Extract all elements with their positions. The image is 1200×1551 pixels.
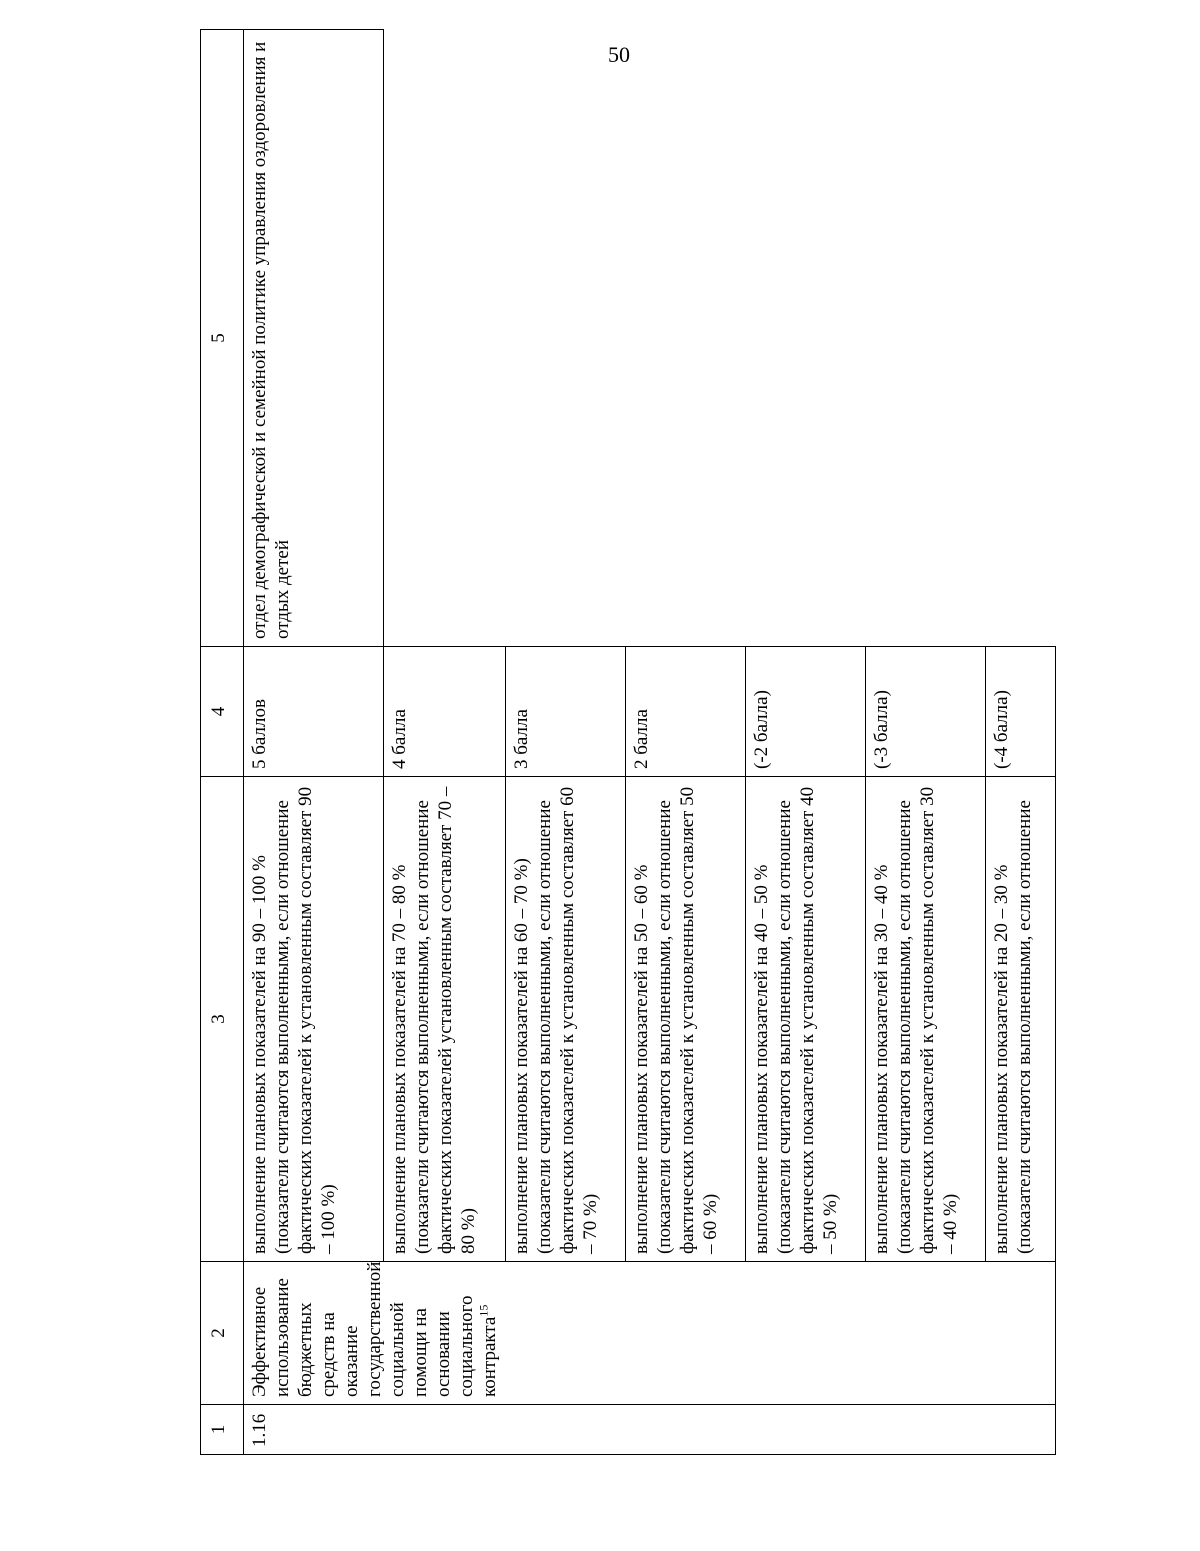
- score-cell: 5 баллов: [244, 647, 384, 777]
- col-header-2: 2: [201, 1262, 244, 1405]
- col-header-5: 5: [201, 30, 244, 647]
- criterion-cell: выполнение плановых показателей на 50 – 60 % (показатели считаются выполненными, если отношение фактических показателей к установленным составляет 50 – 60 %): [626, 777, 746, 1262]
- criterion-cell: выполнение плановых показателей на 30 – 40 % (показатели считаются выполненными, если отношение фактических показателей к установленным составляет 30 – 40 %): [866, 777, 986, 1262]
- department-cell: отдел демографической и семейной политике управления оздоровления и отдых детей: [244, 30, 384, 647]
- score-cell: 3 балла: [506, 647, 626, 777]
- criteria-table: [200, 29, 1056, 1455]
- table-row: [384, 30, 506, 1455]
- criterion-cell: выполнение плановых показателей на 70 – 80 % (показатели считаются выполненными, если отношение фактических показателей установленным составляет 70 – 80 %): [384, 777, 506, 1262]
- header-row: [201, 30, 244, 1455]
- col-header-3: 3: [201, 777, 244, 1262]
- page-number: 50: [608, 42, 630, 67]
- indicator-text: Эффективное использование бюджетных средств на оказание государственной социальной помощи на основании социального контракта: [249, 1261, 500, 1397]
- criterion-cell: выполнение плановых показателей на 60 – 70 %) (показатели считаются выполненными, если отношение фактических показателей к установленным составляет 60 – 70 %): [506, 777, 626, 1262]
- col-header-1: 1: [201, 1405, 244, 1455]
- indicator-footnote: 15: [476, 1304, 491, 1317]
- col-header-4: 4: [201, 647, 244, 777]
- score-cell: 4 балла: [384, 647, 506, 777]
- row-number: 1.16: [244, 1405, 1056, 1455]
- score-cell: (-2 балла): [746, 647, 866, 777]
- criterion-cell: выполнение плановых показателей на 20 – 30 % (показатели считаются выполненными, если отношение: [986, 777, 1056, 1262]
- score-cell: (-3 балла): [866, 647, 986, 777]
- empty-cell: [384, 30, 1056, 647]
- criterion-cell: выполнение плановых показателей на 40 – 50 % (показатели считаются выполненными, если отношение фактических показателей к установленным составляет 40 – 50 %): [746, 777, 866, 1262]
- criterion-cell: выполнение плановых показателей на 90 – 100 % (показатели считаются выполненными, если отношение фактических показателей к установленным составляет 90 – 100 %): [244, 777, 384, 1262]
- score-cell: (-4 балла): [986, 647, 1056, 777]
- table-row: [244, 30, 384, 1455]
- rotated-table-wrapper: [200, 30, 1070, 1455]
- score-cell: 2 балла: [626, 647, 746, 777]
- indicator-cell: [244, 1262, 1056, 1405]
